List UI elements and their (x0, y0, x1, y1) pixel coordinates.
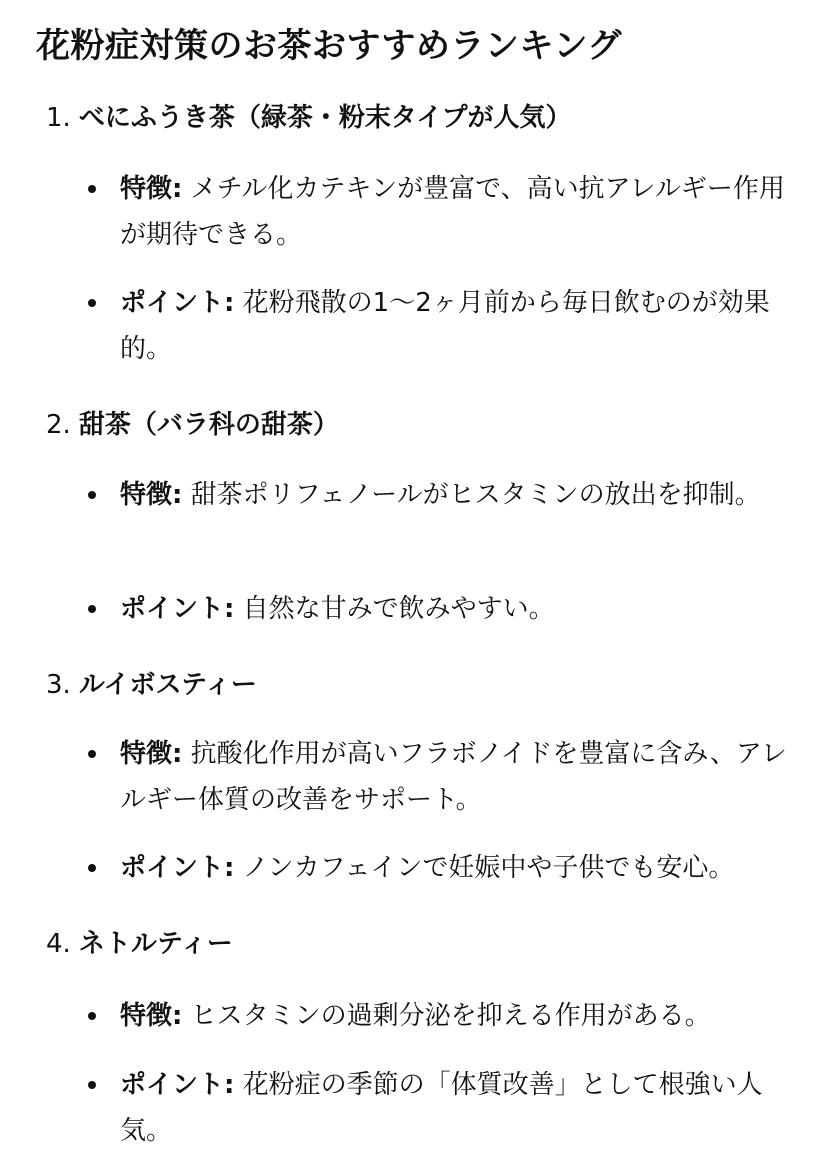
point-text (120, 280, 808, 372)
bullet-dot (88, 1012, 96, 1020)
point-description: 花粉飛散の1〜2ヶ月前から毎日飲むのが効果的。 (120, 288, 770, 364)
point-bullet (88, 280, 808, 372)
feature-bullet (88, 731, 808, 823)
point-bullet (88, 586, 808, 632)
point-description: 花粉症の季節の「体質改善」として根強い人気。 (120, 1070, 763, 1146)
point-bullet (88, 845, 808, 891)
ranking-item-name: べにふうき茶（緑茶・粉末タイプが人気） (78, 103, 572, 133)
ranking-item-heading (46, 405, 339, 445)
ranking-number: 4. (46, 929, 71, 959)
feature-bullet (88, 993, 808, 1039)
bullet-dot (88, 185, 96, 193)
page-title: 花粉症対策のお茶おすすめランキング (36, 26, 622, 66)
point-description: 自然な甘みで飲みやすい。 (242, 594, 555, 624)
feature-description: ヒスタミンの過剰分泌を抑える作用がある。 (190, 1001, 711, 1031)
point-label: ポイント: (120, 853, 235, 883)
feature-label: 特徴: (120, 174, 183, 204)
ranking-number: 3. (46, 670, 71, 700)
feature-description: 抗酸化作用が高いフラボノイドを豊富に含み、アレルギー体質の改善をサポート。 (120, 739, 787, 815)
feature-text (120, 472, 808, 518)
bullet-dot (88, 1081, 96, 1089)
bullet-dot (88, 299, 96, 307)
feature-description: メチル化カテキンが豊富で、高い抗アレルギー作用が期待できる。 (120, 174, 785, 250)
point-text (120, 845, 808, 891)
ranking-number: 1. (46, 103, 71, 133)
bullet-dot (88, 750, 96, 758)
feature-bullet (88, 472, 808, 518)
feature-text (120, 993, 808, 1039)
feature-label: 特徴: (120, 739, 183, 769)
point-label: ポイント: (120, 288, 235, 318)
point-bullet (88, 1062, 808, 1154)
feature-description: 甜茶ポリフェノールがヒスタミンの放出を抑制。 (190, 480, 761, 510)
point-description: ノンカフェインで妊娠中や子供でも安心。 (242, 853, 735, 883)
feature-text (120, 731, 808, 823)
ranking-item-name: ルイボスティー (78, 670, 257, 700)
ranking-item-heading (46, 665, 257, 705)
point-label: ポイント: (120, 594, 235, 624)
ranking-item-heading (46, 98, 572, 138)
bullet-dot (88, 864, 96, 872)
feature-text (120, 166, 808, 258)
feature-bullet (88, 166, 808, 258)
point-label: ポイント: (120, 1070, 235, 1100)
ranking-item-name: ネトルティー (78, 929, 233, 959)
bullet-dot (88, 491, 96, 499)
feature-label: 特徴: (120, 1001, 183, 1031)
bullet-dot (88, 605, 96, 613)
point-text (120, 586, 808, 632)
feature-label: 特徴: (120, 480, 183, 510)
ranking-number: 2. (46, 410, 71, 440)
point-text (120, 1062, 808, 1154)
ranking-item-name: 甜茶（バラ科の甜茶） (78, 410, 339, 440)
ranking-item-heading (46, 924, 233, 964)
